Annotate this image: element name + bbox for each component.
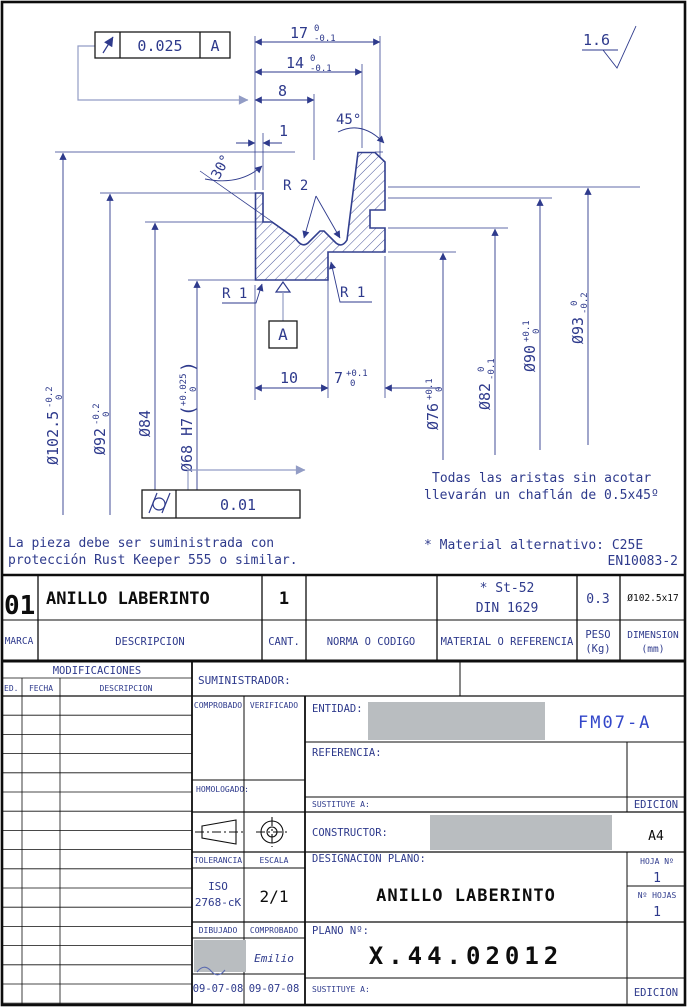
- nhojas-label: Nº HOJAS: [637, 891, 677, 900]
- note-protection-line2: protección Rust Keeper 555 o similar.: [8, 553, 298, 568]
- escala-val: 2/1: [259, 887, 289, 906]
- cylindricity-value: 0.01: [219, 496, 257, 514]
- header-dim1: DIMENSION: [627, 630, 679, 641]
- part-marca: 01: [4, 591, 36, 621]
- form-code: FM07-A: [578, 713, 652, 733]
- header-material: MATERIAL O REFERENCIA: [440, 636, 574, 648]
- part-material-line1: * St-52: [479, 581, 535, 596]
- plano-label: PLANO Nº:: [312, 925, 369, 937]
- edicion2-label: EDICION: [633, 987, 679, 999]
- part-material-line2: DIN 1629: [475, 601, 539, 616]
- runout-value: 0.025: [137, 37, 183, 55]
- part-dimension: Ø102.5x17: [627, 593, 679, 604]
- designacion-label: DESIGNACION PLANO:: [312, 853, 426, 865]
- col-ed: ED.: [4, 684, 19, 693]
- note-material-line2: EN10083-2: [607, 554, 678, 569]
- homologado-label: HOMOLOGADO:: [196, 785, 249, 794]
- tolerancia-val1: ISO: [208, 880, 228, 893]
- dim-45deg: 45°: [336, 112, 362, 128]
- dim-17-sup: 0: [314, 24, 320, 34]
- firma: Emilio: [254, 952, 294, 965]
- dim-dia92-sub: 0: [102, 411, 112, 417]
- dim-17-sub: -0.1: [314, 34, 336, 44]
- verificado-label: VERIFICADO: [249, 701, 299, 710]
- dim-dia90-sup: +0.1: [522, 320, 532, 342]
- dim-7-sup: +0.1: [346, 369, 368, 379]
- dim-dia76-sup: +0.1: [425, 378, 435, 400]
- dim-r2: R 2: [283, 178, 309, 194]
- dim-30deg: 30°: [208, 152, 235, 182]
- dim-dia82: Ø82: [476, 382, 494, 410]
- first-angle-projection-symbol: [195, 817, 288, 847]
- datum-triangle-icon: [276, 282, 290, 292]
- dim-dia68: Ø68 H7: [178, 417, 196, 472]
- dim-dia102.5-sub: 0: [55, 394, 65, 400]
- diameter-labels-right: [424, 292, 590, 430]
- dim-dia68-paren-open: (: [178, 405, 199, 416]
- plano-nombre: ANILLO LABERINTO: [376, 886, 556, 906]
- dim-dia93-sub: -0.2: [580, 292, 590, 314]
- dim-dia84: Ø84: [136, 409, 154, 437]
- hoja-val: 1: [653, 871, 661, 886]
- dim-dia68-sub: 0: [189, 386, 199, 392]
- note-edges-line2: llevarán un chaflán de 0.5x45º: [424, 488, 659, 503]
- dim-7-sub: 0: [350, 379, 356, 389]
- modifications-empty-rows: [2, 715, 192, 1003]
- part-peso: 0.3: [586, 592, 610, 607]
- header-descripcion: DESCRIPCION: [115, 636, 185, 648]
- hoja-label: HOJA Nº: [640, 857, 674, 866]
- col-fecha: FECHA: [28, 684, 54, 693]
- dim-dia93-sup: 0: [570, 300, 580, 306]
- dim-14: 14: [286, 54, 305, 72]
- dim-1: 1: [279, 122, 289, 140]
- dim-7: 7: [334, 369, 344, 387]
- extension-lines: [55, 36, 640, 400]
- entidad-redacted-box: [368, 702, 545, 740]
- surface-finish-symbol: [582, 26, 636, 68]
- header-cant: CANT.: [268, 636, 300, 648]
- plano-num: X.44.02012: [368, 942, 564, 970]
- fecha-dibujado: 09-07-08: [192, 983, 244, 995]
- dim-dia102.5-sup: -0.2: [45, 386, 55, 408]
- comprobado2-label: COMPROBADO: [249, 926, 299, 935]
- dim-dia93: Ø93: [569, 316, 587, 344]
- col-descripcion: DESCRIPCION: [99, 684, 153, 693]
- dim-14-sub: -0.1: [310, 64, 332, 74]
- dim-dia90: Ø90: [521, 344, 539, 372]
- tolerancia-val2: 2768-cK: [194, 896, 242, 909]
- parts-table-grid: [2, 575, 685, 661]
- dim-dia68-sup: +0.025: [179, 373, 189, 406]
- header-norma: NORMA O CODIGO: [326, 636, 416, 648]
- datum-a: [269, 282, 297, 348]
- surface-finish-value: 1.6: [583, 31, 611, 49]
- dim-dia82-sup: 0: [477, 366, 487, 372]
- note-material-line1: * Material alternativo: C25E: [424, 538, 644, 553]
- parts-table-headers: [5, 629, 679, 655]
- comprobado-label: COMPROBADO: [193, 701, 243, 710]
- dim-17: 17: [290, 24, 309, 42]
- dim-dia90-sub: 0: [532, 328, 542, 334]
- header-peso2: (Kg): [585, 643, 611, 655]
- note-protection-line1: La pieza debe ser suministrada con: [8, 536, 275, 551]
- diameter-labels-left: [44, 361, 199, 472]
- dim-14-sup: 0: [310, 54, 316, 64]
- suministrador-label: SUMINISTRADOR:: [198, 674, 291, 687]
- part-descripcion: ANILLO LABERINTO: [46, 589, 210, 609]
- drawing-notes: [8, 471, 678, 569]
- constructor-redacted-box: [430, 815, 612, 850]
- dim-dia76-sub: 0: [435, 386, 445, 392]
- part-cant: 1: [278, 589, 290, 609]
- part-cross-section: [256, 153, 386, 281]
- header-marca: MARCA: [4, 636, 34, 647]
- header-peso1: PESO: [585, 629, 611, 641]
- dim-8: 8: [278, 82, 288, 100]
- dim-dia68-paren-close: ): [178, 361, 199, 372]
- escala-label: ESCALA: [259, 856, 289, 865]
- title-block-fields: [193, 674, 678, 999]
- referencia-label: REFERENCIA:: [312, 747, 382, 759]
- modifications-table: [4, 665, 153, 693]
- dim-r1-left: R 1: [222, 286, 248, 302]
- fecha-comprobado: 09-07-08: [248, 983, 300, 995]
- modificaciones-title: MODIFICACIONES: [52, 665, 142, 677]
- note-edges-line1: Todas las aristas sin acotar: [432, 471, 652, 486]
- sustituye1-label: SUSTITUYE A:: [312, 800, 370, 809]
- sustituye2-label: SUSTITUYE A:: [312, 985, 370, 994]
- cone-front-view-icon: [256, 817, 288, 847]
- datum-label: A: [278, 325, 288, 344]
- tolerancia-label: TOLERANCIA: [193, 856, 243, 865]
- dim-dia102.5: Ø102.5: [44, 410, 62, 465]
- firma-redacted-box: [194, 940, 246, 972]
- format-label: A4: [648, 829, 664, 844]
- constructor-label: CONSTRUCTOR:: [312, 827, 388, 839]
- nhojas-val: 1: [653, 905, 661, 920]
- dim-dia82-sub: -0.1: [487, 358, 497, 380]
- dim-dia92-sup: -0.2: [92, 403, 102, 425]
- dim-dia92: Ø92: [91, 427, 109, 455]
- cylindricity-tolerance-frame: [142, 470, 305, 518]
- edicion1-label: EDICION: [633, 799, 679, 811]
- dim-r1-right: R 1: [340, 285, 366, 301]
- runout-datum-ref: A: [210, 37, 220, 55]
- runout-tolerance-frame: [78, 32, 248, 100]
- dim-dia76: Ø76: [424, 402, 442, 430]
- header-dim2: (mm): [641, 644, 665, 655]
- dibujado-label: DIBUJADO: [198, 926, 238, 935]
- dim-10: 10: [280, 369, 299, 387]
- entidad-label: ENTIDAD:: [312, 703, 363, 715]
